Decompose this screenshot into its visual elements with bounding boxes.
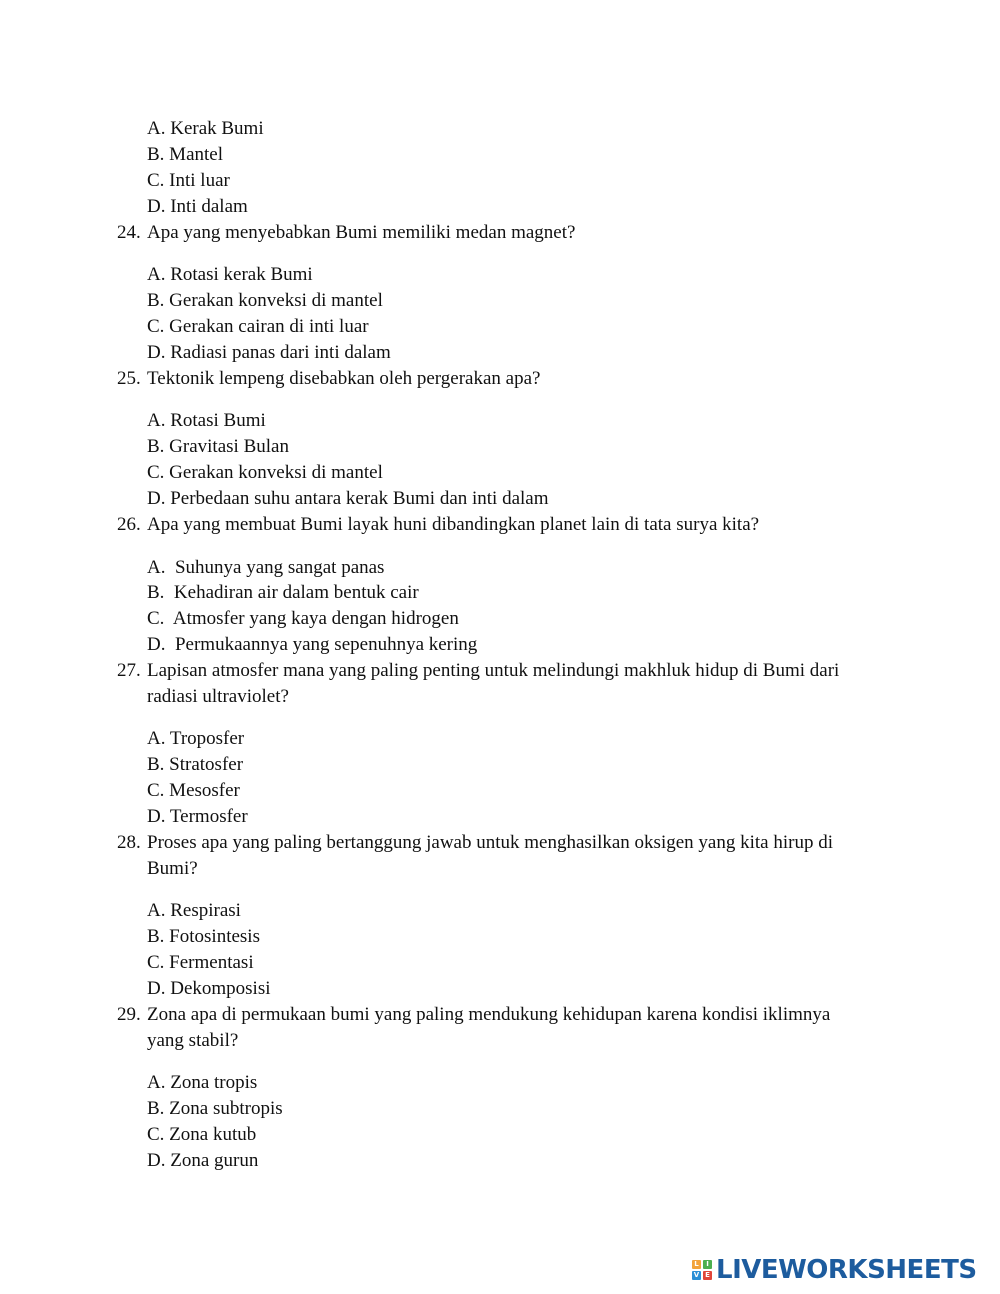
q29-option-c: C. Zona kutub: [147, 1124, 257, 1145]
q27-option-a: A. Troposfer: [147, 728, 245, 749]
q24-option-d: D. Radiasi panas dari inti dalam: [147, 342, 391, 363]
q26-text: Apa yang membuat Bumi layak huni dibandingkan planet lain di tata surya kita?: [147, 514, 760, 535]
q25-option-d: D. Perbedaan suhu antara kerak Bumi dan inti dalam: [147, 488, 549, 509]
q26-option-a: A. Suhunya yang sangat panas: [147, 557, 385, 578]
q29-text-line1: Zona apa di permukaan bumi yang paling mendukung kehidupan karena kondisi iklimnya: [147, 1004, 831, 1025]
q27-text-line1: Lapisan atmosfer mana yang paling penting untuk melindungi makhluk hidup di Bumi dari: [147, 660, 840, 681]
q26-option-d: D. Permukaannya yang sepenuhnya kering: [147, 634, 478, 655]
q24-number: 24.: [117, 222, 141, 243]
logo-text: LIVEWORKSHEETS: [716, 1255, 977, 1285]
q25-option-c: C. Gerakan konveksi di mantel: [147, 462, 383, 483]
q28-text-line1: Proses apa yang paling bertanggung jawab untuk menghasilkan oksigen yang kita hirup di: [147, 832, 833, 853]
q28-option-b: B. Fotosintesis: [147, 926, 260, 947]
q28-option-d: D. Dekomposisi: [147, 978, 271, 999]
q24-option-a: A. Rotasi kerak Bumi: [147, 264, 313, 285]
logo-letter-i: I: [703, 1260, 712, 1269]
q26-number: 26.: [117, 514, 141, 535]
q24-text: Apa yang menyebabkan Bumi memiliki medan magnet?: [147, 222, 576, 243]
q25-option-a: A. Rotasi Bumi: [147, 410, 266, 431]
q23-option-c: C. Inti luar: [147, 170, 230, 191]
q26-option-c: C. Atmosfer yang kaya dengan hidrogen: [147, 608, 459, 629]
q28-option-c: C. Fermentasi: [147, 952, 254, 973]
q24-option-c: C. Gerakan cairan di inti luar: [147, 316, 369, 337]
q29-option-a: A. Zona tropis: [147, 1072, 258, 1093]
logo-letter-l: L: [692, 1260, 701, 1269]
q28-text-line2: Bumi?: [147, 858, 198, 879]
q27-number: 27.: [117, 660, 141, 681]
q26-option-b: B. Kehadiran air dalam bentuk cair: [147, 582, 419, 603]
q28-option-a: A. Respirasi: [147, 900, 241, 921]
q29-number: 29.: [117, 1004, 141, 1025]
q25-text: Tektonik lempeng disebabkan oleh pergerakan apa?: [147, 368, 541, 389]
q27-option-b: B. Stratosfer: [147, 754, 244, 775]
q23-option-b: B. Mantel: [147, 144, 223, 165]
q24-option-b: B. Gerakan konveksi di mantel: [147, 290, 383, 311]
logo-letter-v: V: [693, 1271, 700, 1279]
q27-option-c: C. Mesosfer: [147, 780, 240, 801]
q29-option-b: B. Zona subtropis: [147, 1098, 283, 1119]
q29-option-d: D. Zona gurun: [147, 1150, 259, 1171]
logo-letter-e: E: [703, 1271, 712, 1280]
liveworksheets-logo: [692, 1256, 977, 1284]
q25-number: 25.: [117, 368, 141, 389]
q27-text-line2: radiasi ultraviolet?: [147, 686, 289, 707]
q25-option-b: B. Gravitasi Bulan: [147, 436, 289, 457]
q23-option-a: A. Kerak Bumi: [147, 118, 264, 139]
q23-option-d: D. Inti dalam: [147, 196, 248, 217]
q29-text-line2: yang stabil?: [147, 1030, 239, 1051]
q27-option-d: D. Termosfer: [147, 806, 248, 827]
q28-number: 28.: [117, 832, 141, 853]
logo-mark-icon: [692, 1260, 712, 1280]
